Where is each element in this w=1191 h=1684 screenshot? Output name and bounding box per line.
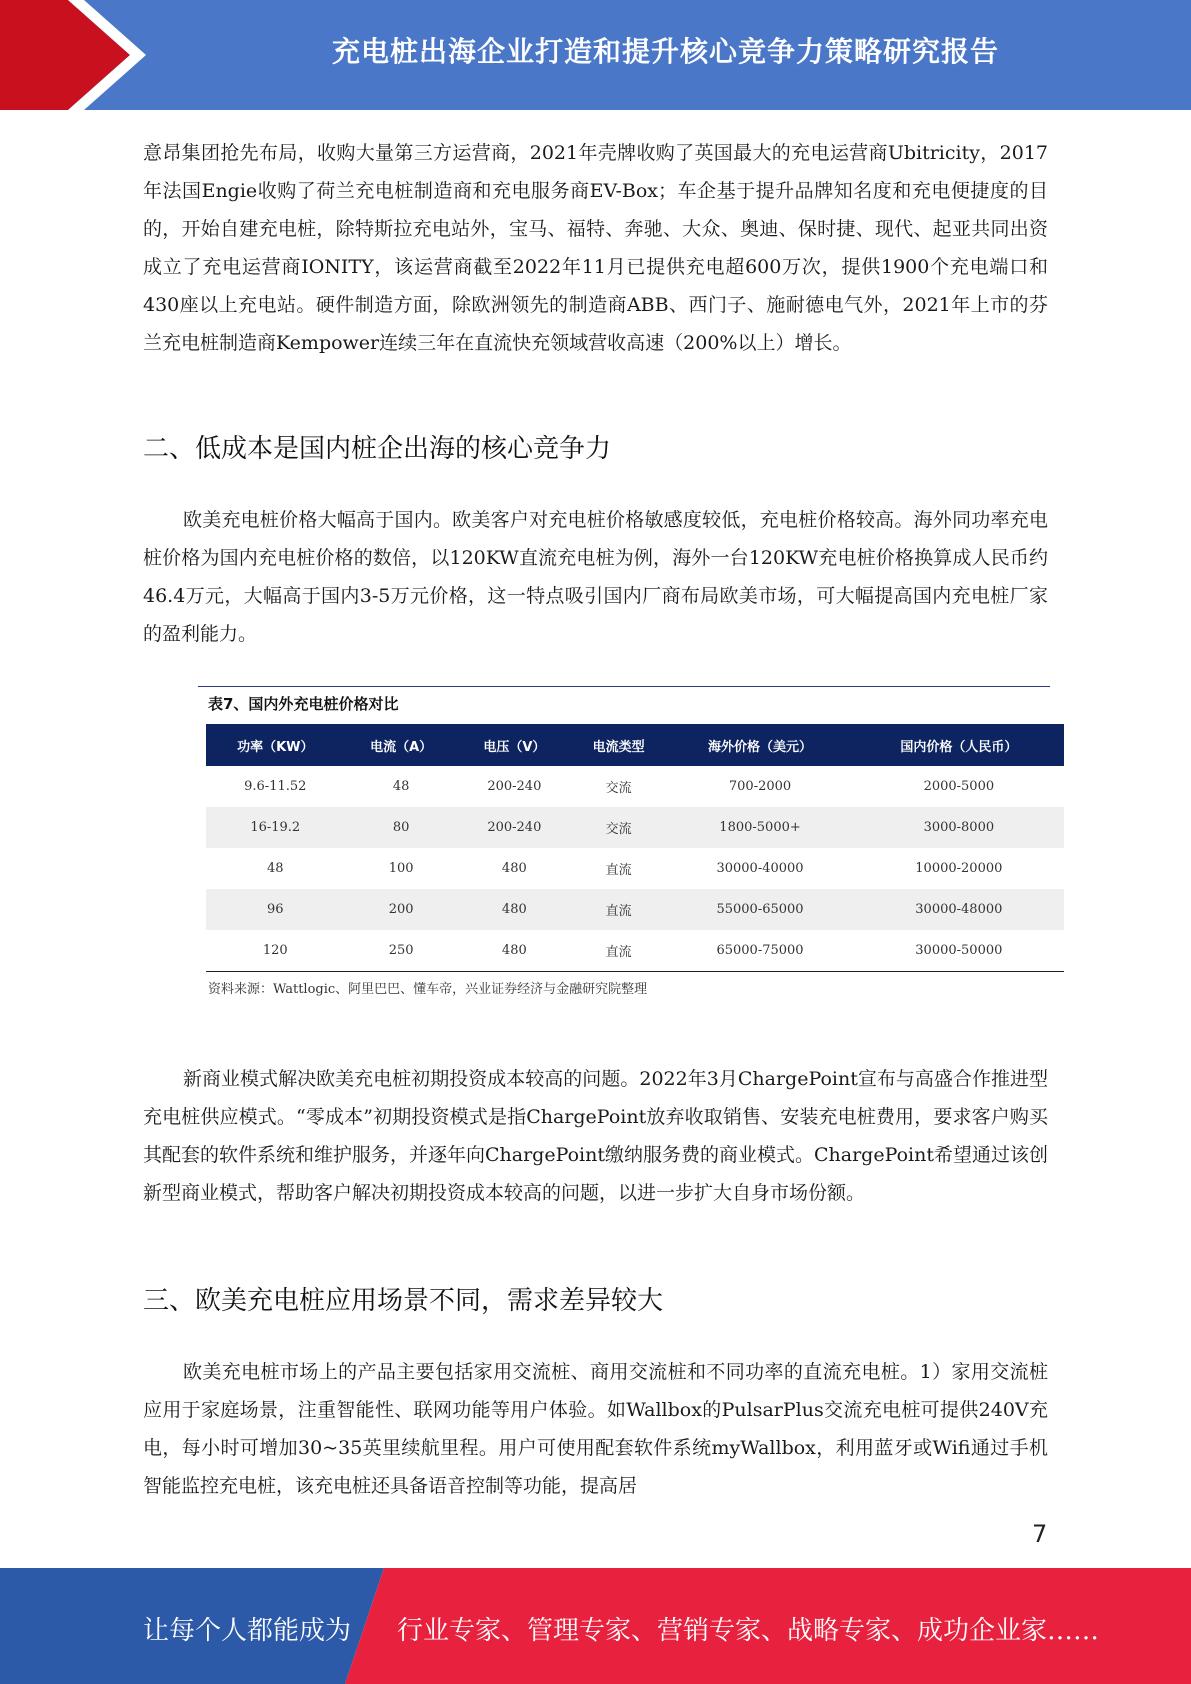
footer-slogan-left: 让每个人都能成为 (143, 1616, 352, 1646)
paragraph-1: 意昂集团抢先布局，收购大量第三方运营商，2021年壳牌收购了英国最大的充电运营商Ubitricity，2017年法国Engie收购了荷兰充电桩制造商和充电服务商EV-Box；车企基于提升品牌知名度和充电便捷度的目的，开始自建充电桩，除特斯拉充电站外，宝马、福特、奔驰、大众、奥迪、保时捷、现代、起亚共同出资成立了充电运营商IONITY，该运营商截至2022年11月已提供充电超600万次，提供1900个充电端口和430座以上充电站。硬件制造方面，除欧洲领先的制造商ABB、西门子、施耐德电气外，2021年上市的芬兰充电桩制造商Kempower连续三年在直流快充领域营收高速（200%以上）增长。 (143, 142, 1048, 354)
table-cell: 48 (392, 779, 410, 794)
table-cell: 200-240 (487, 779, 542, 794)
table-cell: 480 (458, 889, 571, 930)
table-cell: 96 (206, 889, 345, 930)
table-cell: 3000-8000 (854, 807, 1064, 848)
header-arrow-icon (0, 0, 160, 110)
paragraph-1-block (143, 134, 1048, 362)
table-cell: 200 (345, 889, 458, 930)
table-cell: 1800-5000+ (666, 807, 853, 848)
table-top-rule (198, 686, 1050, 687)
table-cell: 80 (345, 807, 458, 848)
paragraph-3: 新商业模式解决欧美充电桩初期投资成本较高的问题。2022年3月ChargePoint宣布与高盛合作推进型充电桩供应模式。“零成本”初期投资模式是指ChargePoint放弃收取销售、安装充电桩费用，要求客户购买其配套的软件系统和维护服务，并逐年向ChargePoint缴纳服务费的商业模式。ChargePoint希望通过该创新型商业模式，帮助客户解决初期投资成本较高的问题，以进一步扩大自身市场份额。 (143, 1068, 1048, 1204)
section-heading-2-block (143, 428, 1048, 465)
table-cell: 700-2000 (728, 779, 792, 794)
price-comparison-table-block (198, 686, 1064, 997)
table-header-cell: 国内价格（人民币） (854, 724, 1064, 766)
table-cell: 直流 (571, 930, 666, 972)
table-cell: 480 (501, 861, 527, 876)
table-cell: 120 (206, 930, 345, 972)
table-cell: 250 (345, 930, 458, 972)
page-number: 7 (1032, 1520, 1048, 1548)
table-header-cell: 电流（A） (345, 724, 458, 766)
table-header-cell: 电压（V） (458, 724, 571, 766)
table-cell: 200-240 (458, 807, 571, 848)
table-cell: 交流 (571, 807, 666, 848)
table-cell: 65000-75000 (666, 930, 853, 972)
report-title: 充电桩出海企业打造和提升核心竞争力策略研究报告 (331, 35, 999, 68)
footer-slogan-right: 行业专家、管理专家、营销专家、战略专家、成功企业家…… (397, 1616, 1100, 1646)
table-header-cell: 海外价格（美元） (666, 724, 853, 766)
table-cell: 480 (458, 930, 571, 972)
table-caption: 表7、国内外充电桩价格对比 (208, 695, 399, 713)
paragraph-4: 欧美充电桩市场上的产品主要包括家用交流桩、商用交流桩和不同功率的直流充电桩。1）家用交流桩应用于家庭场景，注重智能性、联网功能等用户体验。如Wallbox的PulsarPlus交流充电桩可提供240V充电，每小时可增加30~35英里续航里程。用户可使用配套软件系统myWallbox，利用蓝牙或Wifi通过手机智能监控充电桩，该充电桩还具备语音控制等功能，提高居 (143, 1361, 1048, 1497)
table-header-cell: 功率（KW） (206, 724, 345, 766)
page-header (0, 0, 1191, 110)
section-heading-3: 三、欧美充电桩应用场景不同，需求差异较大 (143, 1286, 664, 1316)
paragraph-3-block (143, 1060, 1048, 1212)
table-header-cell: 电流类型 (571, 724, 666, 766)
table-cell: 30000-50000 (854, 930, 1064, 972)
paragraph-4-block (143, 1353, 1048, 1505)
section-heading-2: 二、低成本是国内桩企出海的核心竞争力 (143, 434, 612, 464)
table-header-row (206, 724, 1064, 766)
table-cell: 30000-40000 (716, 861, 804, 876)
table-cell: 直流 (571, 889, 666, 930)
paragraph-2: 欧美充电桩价格大幅高于国内。欧美客户对充电桩价格敏感度较低，充电桩价格较高。海外同功率充电桩价格为国内充电桩价格的数倍，以120KW直流充电桩为例，海外一台120KW充电桩价格换算成人民币约46.4万元，大幅高于国内3-5万元价格，这一特点吸引国内厂商布局欧美市场，可大幅提高国内充电桩厂家的盈利能力。 (143, 509, 1048, 645)
table-row (206, 766, 1064, 807)
table-cell: 直流 (605, 863, 632, 878)
table-cell: 10000-20000 (915, 861, 1003, 876)
table-cell: 交流 (605, 781, 632, 796)
price-comparison-table (206, 724, 1064, 972)
page-footer (0, 1568, 1191, 1684)
table-cell: 100 (388, 861, 414, 876)
table-source-note: 资料来源：Wattlogic、阿里巴巴、懂车帝，兴业证券经济与金融研究院整理 (208, 982, 648, 997)
table-cell: 48 (267, 861, 284, 876)
table-row (206, 848, 1064, 889)
table-cell: 30000-48000 (854, 889, 1064, 930)
paragraph-2-block (143, 501, 1048, 653)
table-cell: 2000-5000 (923, 779, 995, 794)
table-cell: 16-19.2 (206, 807, 345, 848)
table-cell: 9.6-11.52 (244, 779, 307, 794)
table-cell: 55000-65000 (666, 889, 853, 930)
table-row (206, 889, 1064, 930)
table-row (206, 807, 1064, 848)
section-heading-3-block (143, 1280, 1048, 1317)
table-row (206, 930, 1064, 972)
